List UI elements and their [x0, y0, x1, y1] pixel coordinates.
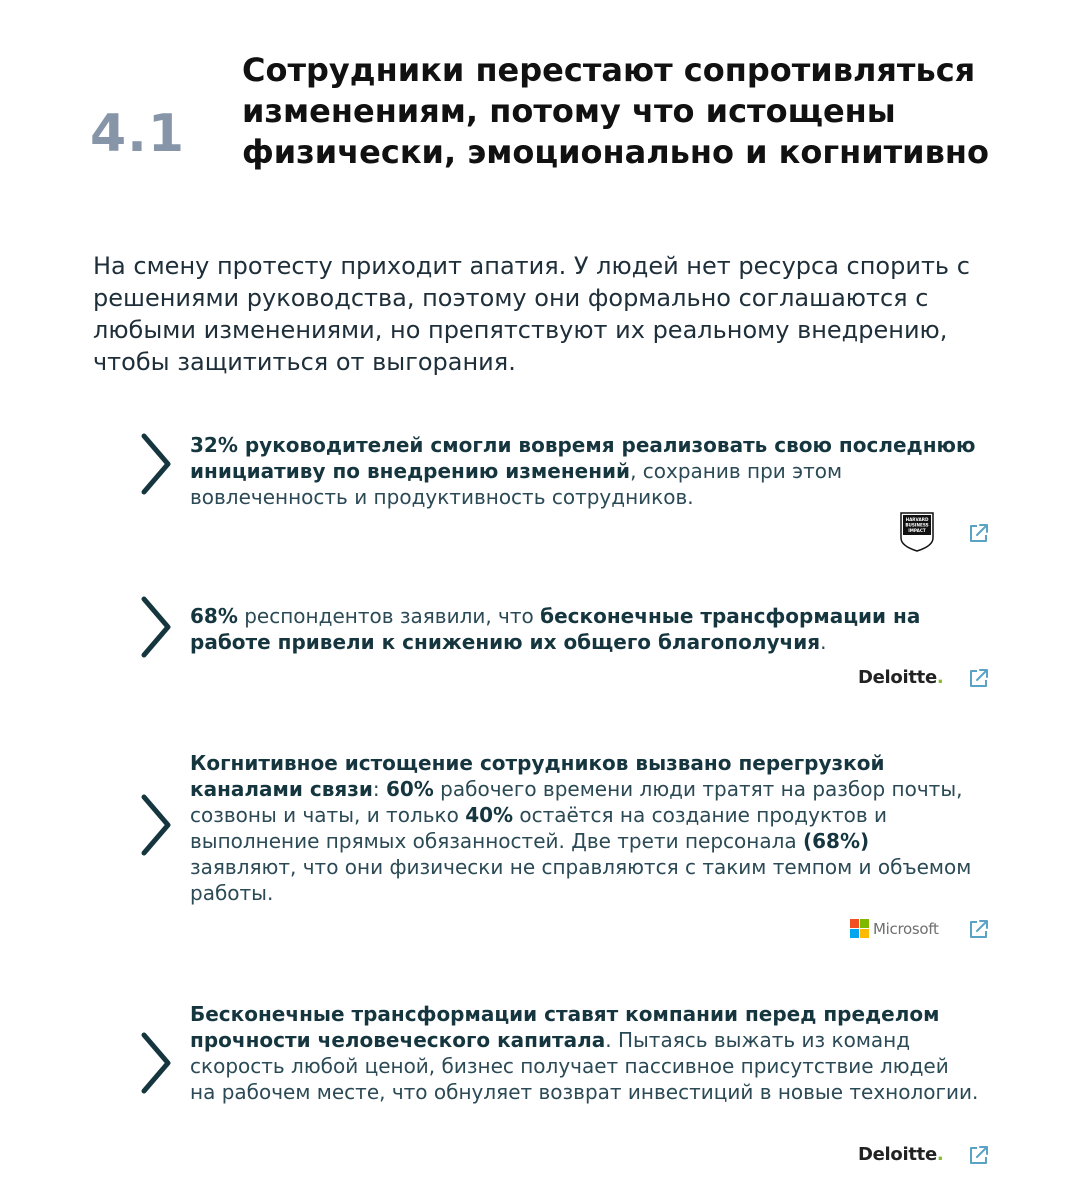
deloitte-logo-text: Deloitte	[858, 1144, 937, 1165]
chevron-right-icon	[140, 794, 174, 856]
intro-paragraph: На смену протесту приходит апатия. У людей нет ресурса спорить с решениями руководства, поэтому они формально соглашаются с любыми изменениями, но препятствуют их реальному внедрению, чтобы защититься от выгорания.	[93, 252, 970, 376]
chevron-right-icon	[140, 596, 174, 658]
microsoft-logo	[850, 919, 939, 938]
item-text-regular: респондентов заявили, что	[237, 604, 541, 628]
section-heading: Сотрудники перестают сопротивляться изменениям, потому что истощены физически, эмоционально и когнитивно	[242, 51, 989, 171]
external-link-icon[interactable]	[968, 1144, 990, 1166]
item-text-bold: 68%	[190, 604, 238, 628]
item-text-bold: бесконечные трансформации на работе привели к снижению их общего благополучия	[190, 604, 921, 654]
deloitte-logo: Deloitte.	[858, 667, 944, 688]
item-text-regular: , сохранив при этом вовлеченность и продуктивность сотрудников.	[190, 459, 843, 509]
item-text-bold: Бесконечные трансформации ставят компании перед пределом прочности человеческого капитала	[190, 1002, 940, 1052]
item-text	[190, 432, 980, 510]
item-text-regular: остаётся на создание продуктов и выполнение прямых обязанностей. Две трети персонала	[190, 803, 888, 853]
section-number: 4.1	[90, 104, 186, 164]
external-link-icon[interactable]	[968, 667, 990, 689]
deloitte-logo: Deloitte.	[858, 1144, 944, 1165]
chevron-right-icon	[140, 1032, 174, 1094]
external-link-icon[interactable]	[968, 522, 990, 544]
svg-text:HARVARD: HARVARD	[905, 517, 929, 522]
item-text	[190, 603, 980, 655]
item-text-bold: 40%	[465, 803, 514, 827]
chevron-right-icon	[140, 433, 174, 495]
harvard-business-impact-logo	[900, 512, 934, 556]
item-text-bold: Когнитивное истощение сотрудников вызвано перегрузкой каналами связи	[190, 751, 885, 801]
microsoft-logo-text: Microsoft	[873, 919, 939, 938]
microsoft-squares-icon	[850, 919, 869, 938]
item-text	[190, 750, 980, 906]
deloitte-logo-text: Deloitte	[858, 667, 937, 688]
item-text	[190, 1001, 980, 1105]
item-text-regular: :	[372, 777, 386, 801]
item-text-regular: . Пытаясь выжать из команд скорость любой ценой, бизнес получает пассивное присутствие людей на рабочем месте, что обнуляет возврат инвестиций в новые технологии.	[190, 1028, 979, 1104]
item-text-bold: 60%	[385, 777, 434, 801]
svg-text:BUSINESS: BUSINESS	[905, 522, 929, 528]
item-text-regular: рабочего времени люди тратят на разбор почты, созвоны и чаты, и только	[190, 777, 963, 827]
item-text-regular: .	[820, 630, 827, 654]
svg-text:IMPACT: IMPACT	[908, 528, 926, 533]
item-text-bold: (68%)	[802, 829, 870, 853]
external-link-icon[interactable]	[968, 918, 990, 940]
item-text-regular: заявляют, что они физически не справляются с таким темпом и объемом работы.	[190, 855, 972, 905]
item-text-bold: 32% руководителей смогли вовремя реализовать свою последнюю инициативу по внедрению изменений	[190, 433, 976, 483]
